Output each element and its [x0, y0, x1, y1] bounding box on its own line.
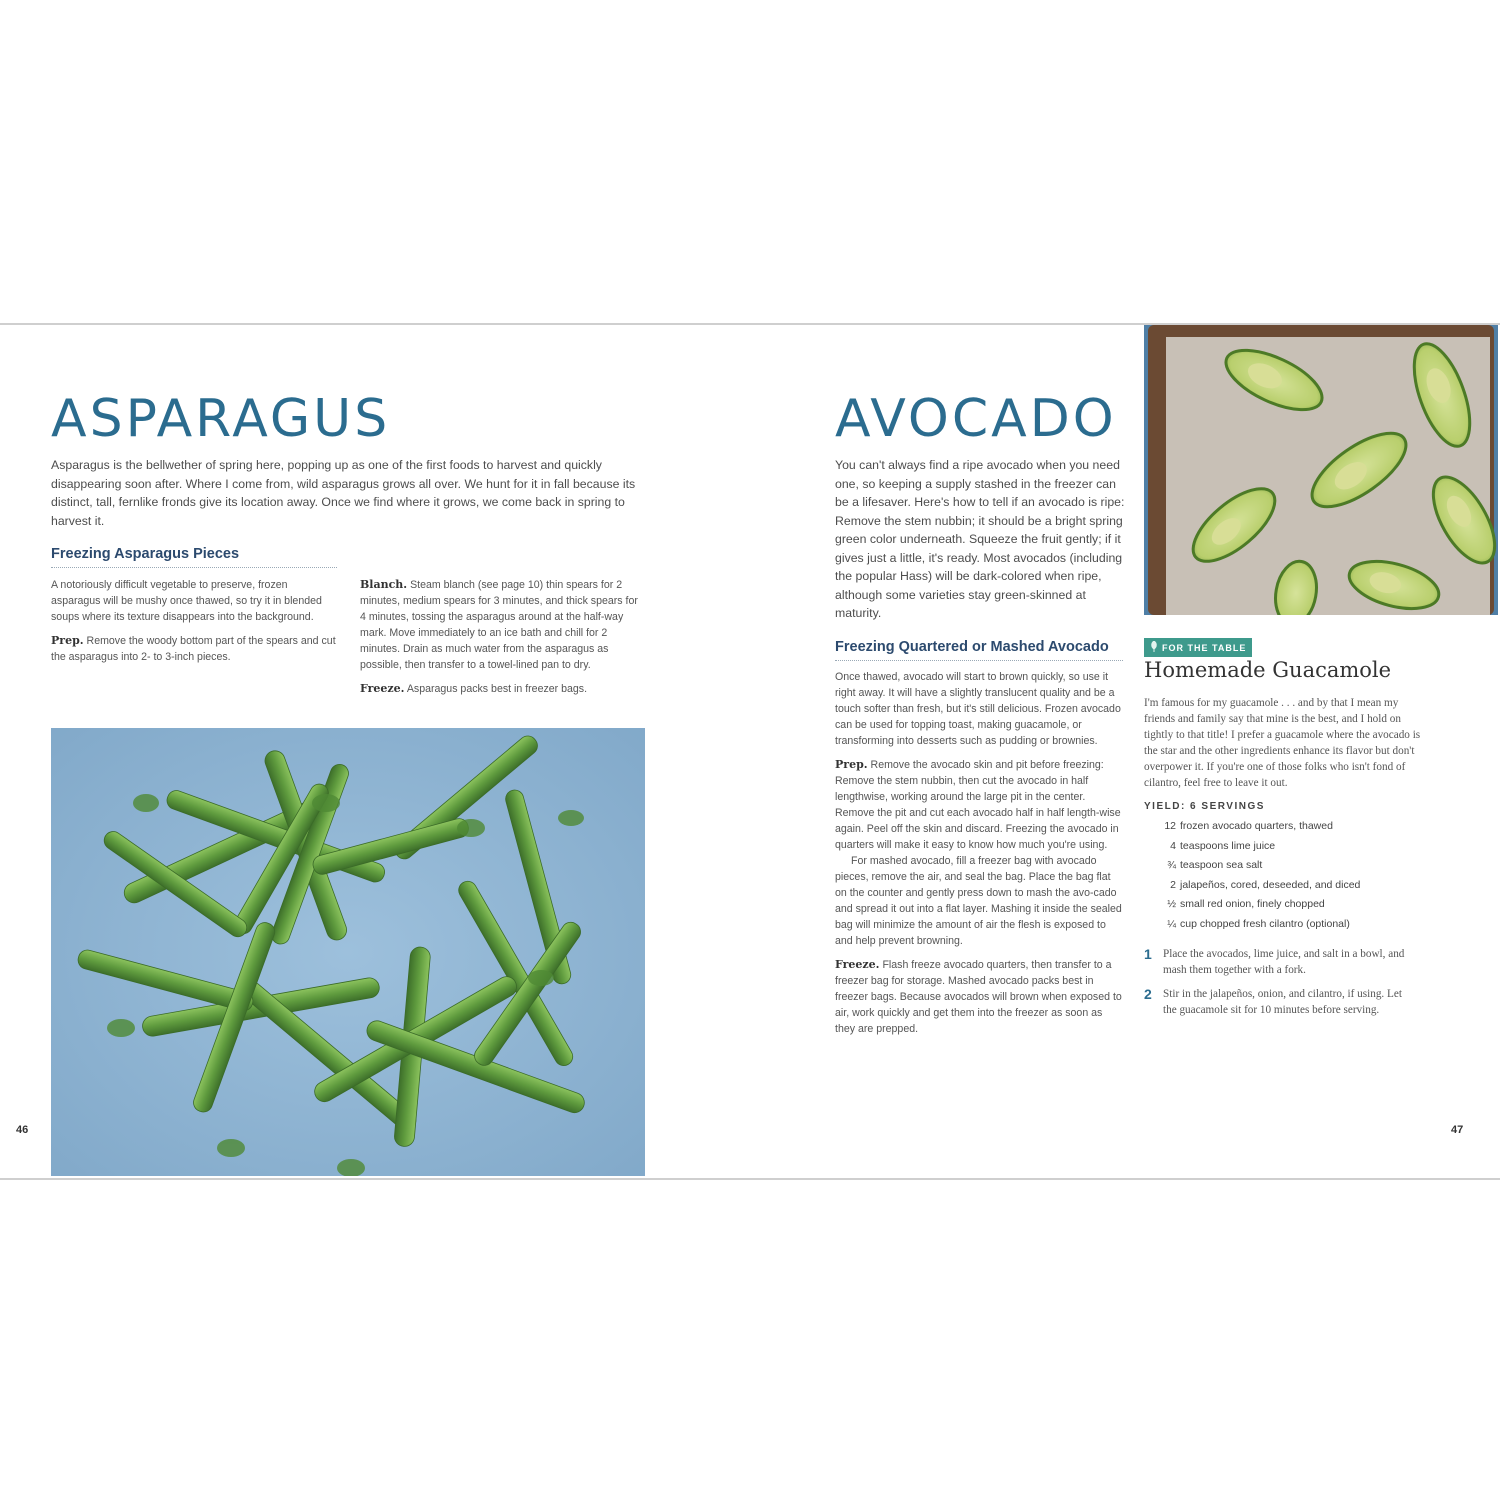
- step-text: Stir in the jalapeños, onion, and cilantro, if using. Let the guacamole sit for 10 minutes before serving.: [1163, 988, 1402, 1016]
- step-number: 2: [1144, 986, 1152, 1002]
- ingredient-item: teaspoon sea salt: [1180, 859, 1263, 871]
- avocado-illustration: [1144, 325, 1498, 615]
- ingredient-row: [1144, 876, 1444, 896]
- asparagus-intro: Asparagus is the bellwether of spring here, popping up as one of the first foods to harvest and quickly disappearing soon after. Where I come from, wild asparagus grows all over. We hunt for it in fall because its distinct, tall, fernlike fronds give its location away. Once we find where it grows, we come back in spring to harvest it.: [51, 458, 636, 528]
- avocado-section-title: Freezing Quartered or Mashed Avocado: [835, 639, 1123, 661]
- avocado-freeze: [835, 957, 1125, 1037]
- recipe-step: [1144, 986, 1418, 1018]
- ingredient-item: teaspoons lime juice: [1180, 839, 1276, 852]
- avocado-freeze-label: Freeze.: [835, 958, 880, 971]
- blanch-label: Blanch.: [360, 578, 408, 591]
- ingredient-row: [1144, 837, 1444, 857]
- asparagus-freeze: [360, 681, 646, 697]
- ingredient-qty: ¼: [1167, 917, 1176, 930]
- prep-label: Prep.: [51, 634, 84, 647]
- avocado-photo: [1144, 325, 1498, 615]
- avocado-title: AVOCADO: [835, 389, 1117, 449]
- asparagus-title: ASPARAGUS: [51, 389, 391, 449]
- freeze-text: Asparagus packs best in freezer bags.: [406, 683, 588, 695]
- ingredient-qty: ½: [1167, 898, 1176, 910]
- blanch-text: Steam blanch (see page 10) thin spears for 2 minutes, medium spears for 3 minutes, and thick spears for 4 minutes, tossing the asparagus around at the half-way mark. Move immediately to an ice bath and chill for 2 minutes. Drain as much water from the asparagus as possible, then transfer to a towel-lined pan to dry.: [360, 579, 638, 671]
- recipe-steps: [1144, 946, 1418, 1026]
- ingredient-list: [1144, 817, 1444, 934]
- page-number-left: 46: [16, 1124, 29, 1136]
- ingredient-row: [1144, 895, 1444, 915]
- leaf-icon: [1150, 641, 1158, 654]
- freeze-label: Freeze.: [360, 682, 405, 695]
- asparagus-prep: [51, 633, 339, 665]
- recipe-intro: I'm famous for my guacamole . . . and by that I mean my friends and family say that mine is the best, and I hold on tightly to that title! I prefer a guacamole where the avocado is the star and the other ingredients enhance its flavor but don't overpower it. If you're one of those folks who isn't fond of cilantro, feel free to leave it out.: [1144, 697, 1421, 789]
- recipe-title: Homemade Guacamole: [1144, 658, 1392, 682]
- book-spread: [0, 323, 1500, 1180]
- prep-text: Remove the woody bottom part of the spears and cut the asparagus into 2- to 3-inch pieces.: [51, 635, 336, 663]
- ingredient-row: [1144, 856, 1444, 876]
- ingredient-qty: 12: [1164, 820, 1176, 832]
- tag-label: FOR THE TABLE: [1162, 642, 1247, 653]
- avocado-body: [835, 669, 1125, 1045]
- avocado-prep-label: Prep.: [835, 758, 868, 771]
- avocado-freeze-text: Flash freeze avocado quarters, then transfer to a freezer bag for storage. Mashed avocado packs best in freezer bags. Because avocados will brown when exposed to air, work quickly and get them into the freezer as soon as they are prepped.: [835, 959, 1122, 1035]
- for-the-table-tag: [1144, 638, 1252, 657]
- asparagus-photo: [51, 728, 645, 1176]
- avocado-prep: [835, 757, 1125, 853]
- ingredient-row: [1144, 817, 1444, 837]
- recipe-step: [1144, 946, 1418, 978]
- recipe-yield: YIELD: 6 SERVINGS: [1144, 801, 1265, 812]
- ingredient-item: frozen avocado quarters, thawed: [1180, 820, 1333, 832]
- ingredient-row: [1144, 915, 1444, 935]
- avocado-mashed: For mashed avocado, fill a freezer bag with avocado pieces, remove the air, and seal the bag. Place the bag flat on the counter and gently press down to mash the avo-cado and spread it out into a flat layer. Mashing it inside the sealed bag will minimize the amount of air the flesh is exposed to and help prevent browning.: [835, 855, 1122, 947]
- ingredient-item: jalapeños, cored, deseeded, and diced: [1180, 878, 1361, 891]
- ingredient-item: small red onion, finely chopped: [1180, 898, 1325, 910]
- asparagus-section-header: [51, 546, 337, 568]
- step-number: 1: [1144, 946, 1152, 962]
- avocado-prep-text: Remove the avocado skin and pit before freezing: Remove the stem nubbin, then cut the avocado in half lengthwise, working around the large pit in the center. Remove the pit and cut each avocado half in half length-wise again. Peel off the skin and discard. Freezing the avocado in quarters will make it easy to know how much you're using.: [835, 759, 1121, 851]
- avocado-section-header: [835, 639, 1123, 661]
- ingredient-qty: ¾: [1167, 859, 1176, 871]
- step-text: Place the avocados, lime juice, and salt in a bowl, and mash them together with a fork.: [1163, 948, 1405, 976]
- asparagus-col-2: [360, 577, 646, 705]
- asparagus-section-title: Freezing Asparagus Pieces: [51, 546, 337, 568]
- page-number-right: 47: [1451, 1124, 1464, 1136]
- asparagus-col-1: [51, 577, 339, 673]
- asparagus-blanch: [360, 577, 646, 673]
- ingredient-qty: 4: [1170, 839, 1176, 852]
- asparagus-illustration: [51, 728, 645, 1176]
- asparagus-col1-para: A notoriously difficult vegetable to preserve, frozen asparagus will be mushy once thawed, so try it in blended soups where its texture disappears into the background.: [51, 579, 322, 623]
- ingredient-item: cup chopped fresh cilantro (optional): [1180, 917, 1350, 930]
- recipe-tag: [1144, 638, 1252, 657]
- avocado-intro: You can't always find a ripe avocado when you need one, so keeping a supply stashed in the freezer can be a lifesaver. Here's how to tell if an avocado is ripe: Remove the stem nubbin; it should be a bright spring green color underneath. Squeeze the fruit gently; if it gives just a little, it's ready. Most avocados (including the popular Hass) will be dark-colored when ripe, although some varieties stay green-skinned at maturity.: [835, 458, 1125, 620]
- ingredient-qty: 2: [1170, 878, 1176, 891]
- avocado-para-1: Once thawed, avocado will start to brown quickly, so use it right away. It will have a slightly translucent quality and be a touch softer than fresh, but it's still delicious. Frozen avocado can be used for topping toast, making guacamole, or transforming into desserts such as pudding or brownies.: [835, 671, 1121, 747]
